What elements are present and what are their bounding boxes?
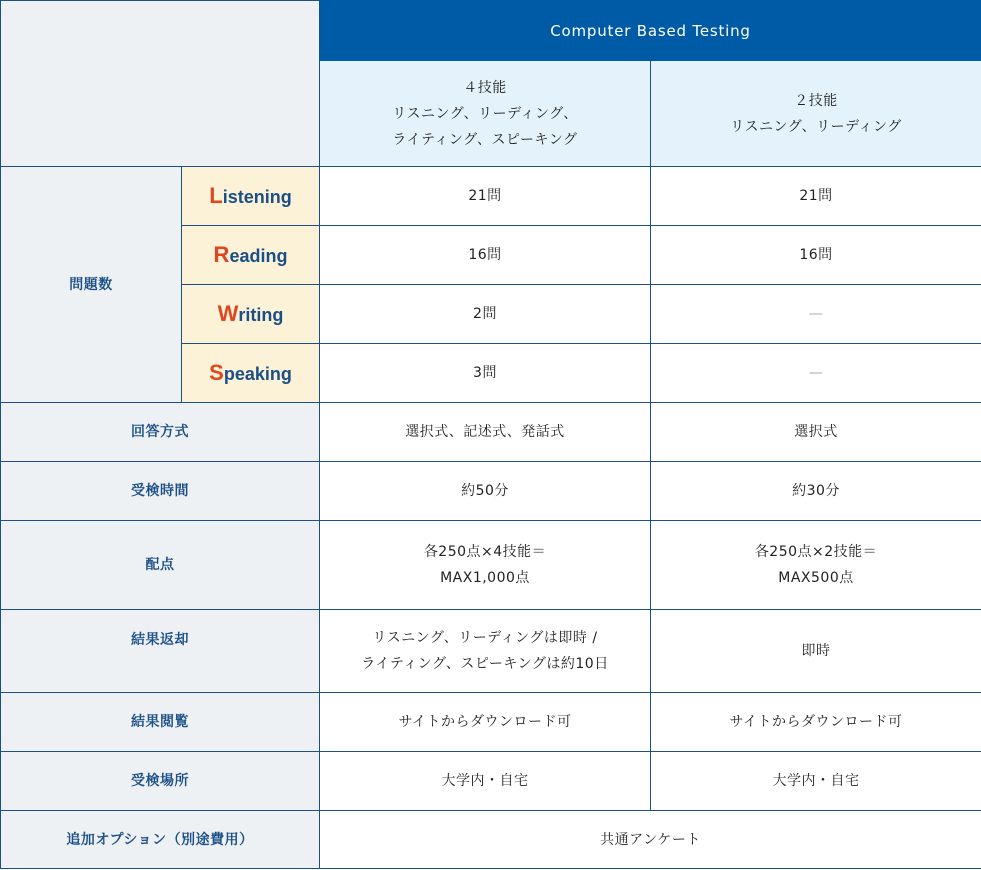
skill-rest: peaking [223,363,292,384]
reading-four: 16問 [320,226,651,285]
skill-speaking [182,344,320,403]
speaking-two: — [651,344,981,403]
skill-listening [182,167,320,226]
scoring-four-line1: 各250点×4技能＝ [423,544,547,560]
two-skills-header [651,61,981,167]
listening-two: 21問 [651,167,981,226]
result-return-four-line2: ライティング、スピーキングは約10日 [361,656,609,672]
exam-place-four: 大学内・自宅 [320,752,651,811]
skill-rest: istening [222,186,292,207]
skill-initial: R [213,241,230,267]
scoring-two [651,521,981,610]
result-return-four-line1: リスニング、リーディングは即時 / [372,630,598,646]
listening-four: 21問 [320,167,651,226]
scoring-two-line2: MAX500点 [778,570,854,586]
skill-initial: L [209,182,223,208]
writing-two: — [651,285,981,344]
skill-reading [182,226,320,285]
reading-two: 16問 [651,226,981,285]
question-count-label: 問題数 [1,167,182,403]
scoring-four-line2: MAX1,000点 [440,570,530,586]
writing-four: 2問 [320,285,651,344]
skill-rest: eading [229,245,288,266]
scoring-four [320,521,651,610]
result-view-two: サイトからダウンロード可 [651,693,981,752]
skill-initial: W [217,300,239,326]
exam-time-four: 約50分 [320,462,651,521]
skill-initial: S [209,359,224,385]
options-value: 共通アンケート [320,811,981,869]
exam-place-label: 受検場所 [1,752,320,811]
four-skills-header [320,61,651,167]
answer-format-two: 選択式 [651,403,981,462]
options-label: 追加オプション（別途費用） [1,811,320,869]
exam-time-two: 約30分 [651,462,981,521]
four-skills-desc-line2: ライティング、スピーキング [392,131,578,148]
result-return-four [320,610,651,693]
exam-time-label: 受検時間 [1,462,320,521]
two-skills-desc: リスニング、リーディング [730,118,902,135]
cbt-header: Computer Based Testing [320,1,981,61]
answer-format-four: 選択式、記述式、発話式 [320,403,651,462]
result-view-label: 結果閲覧 [1,693,320,752]
result-view-four: サイトからダウンロード可 [320,693,651,752]
four-skills-title: ４技能 [463,79,507,96]
scoring-label: 配点 [1,521,320,610]
result-return-label: 結果返却 [1,610,320,693]
four-skills-desc-line1: リスニング、リーディング、 [392,105,578,122]
two-skills-title: ２技能 [794,92,838,109]
speaking-four: 3問 [320,344,651,403]
result-return-two: 即時 [651,610,981,693]
skill-rest: riting [238,304,284,325]
skill-writing [182,285,320,344]
scoring-two-line1: 各250点×2技能＝ [754,544,878,560]
answer-format-label: 回答方式 [1,403,320,462]
exam-place-two: 大学内・自宅 [651,752,981,811]
corner-cell [1,1,320,167]
